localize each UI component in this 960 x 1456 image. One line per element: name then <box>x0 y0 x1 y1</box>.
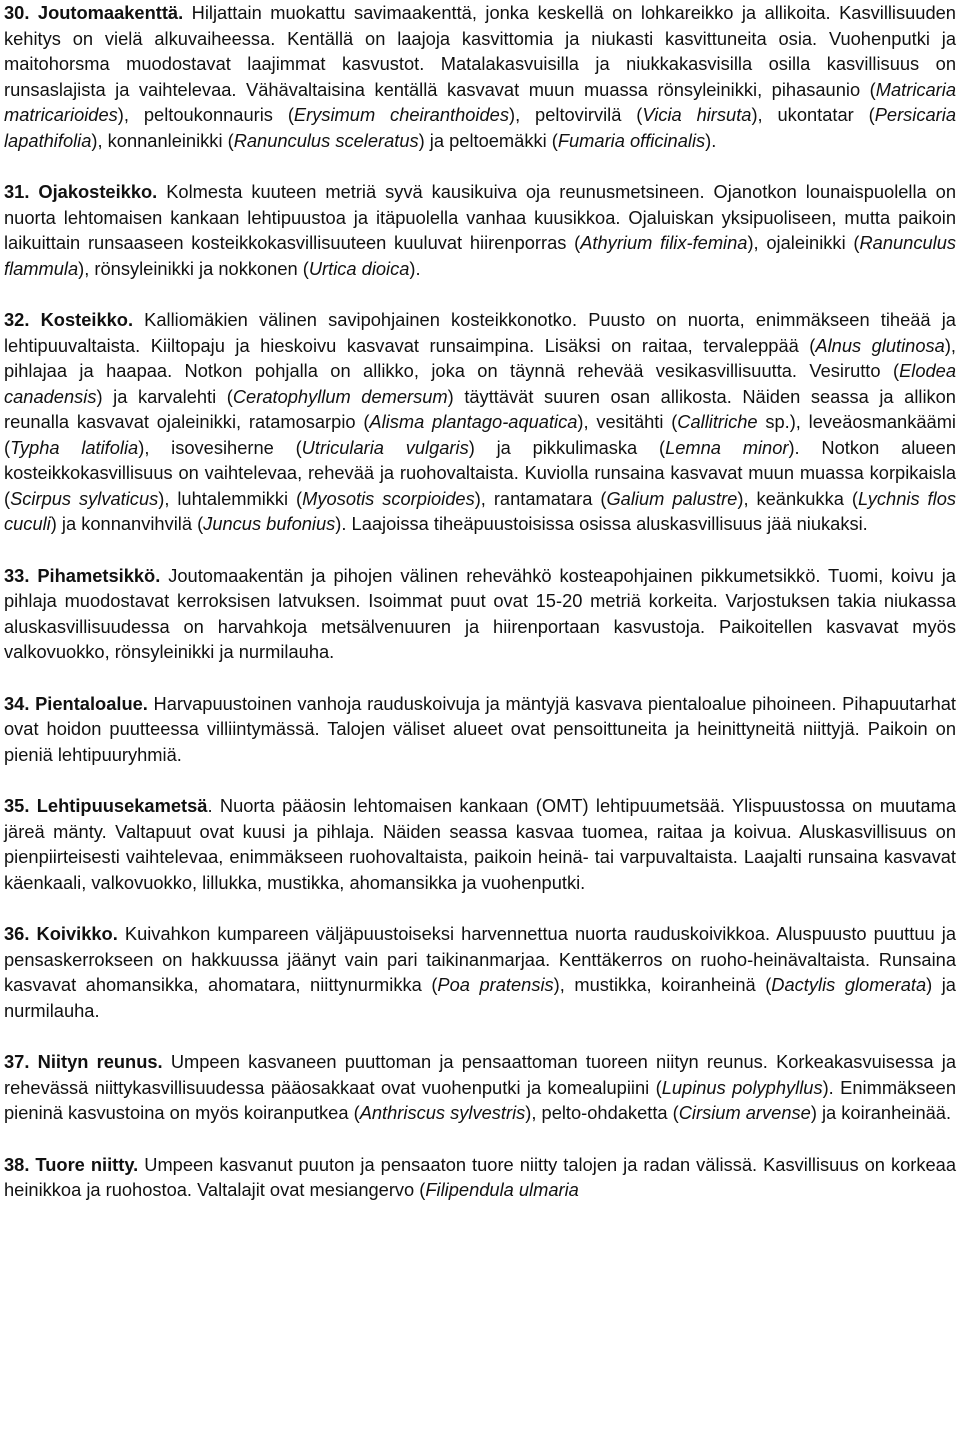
species-name: Juncus bufonius <box>203 513 336 534</box>
entry-text: Kuivahkon kumpareen väljäpuustoiseksi harvennettua nuorta rauduskoivikkoa. Aluspuusto puuttuu ja pensaskerrokseen on hakkuussa jäänyt vain pari taikinanmarjaa. Kenttäkerros on ruoho-heinävaltaista. Runsaina kasvavat ahomansikka, ahomatara, niittynurmikka ( <box>4 923 956 995</box>
species-name: Athyrium filix-femina <box>580 232 748 253</box>
species-name: Lychnis flos cuculi <box>4 487 956 534</box>
entry-title: Lehtipuusekametsä <box>36 795 208 816</box>
species-name: Cirsium arvense <box>678 1102 811 1123</box>
species-name: Persicaria lapathifolia <box>4 104 956 151</box>
species-name: Vicia hirsuta <box>642 104 752 125</box>
entry-number: 34. <box>4 692 30 714</box>
entry-number: 37. <box>4 1051 30 1072</box>
entry-title: Koivikko. <box>36 923 118 944</box>
entry-text: ). Enimmäkseen pieninä kasvustoina on myös koiranputkea ( <box>4 1076 957 1123</box>
entry-number: 32. <box>4 309 30 330</box>
entry-number: 36. <box>4 923 30 944</box>
list-item <box>4 0 956 153</box>
species-name: Callitriche <box>677 411 758 432</box>
entry-text: Harvapuustoinen vanhoja rauduskoivuja ja mäntyjä kasvava pientaloalue pihoineen. Pihapuutarhat ovat hoidon puutteessa villiintymässä. Talojen väliset alueet ovat pensoittuneita ja heinittyneitä niittyjä. Paikoin on pieniä lehtipuuryhmiä. <box>4 692 956 765</box>
entry-text: ). <box>409 257 421 279</box>
entry-number: 31. <box>4 181 30 202</box>
entry-text: ), pelto-ohdaketta ( <box>525 1102 679 1123</box>
species-name: Fumaria officinalis <box>557 129 706 151</box>
entry-text: Kalliomäkien välinen savipohjainen kosteikkonotko. Puusto on nuorta, enimmäkseen tiheää ja lehtipuuvaltaista. Kiiltopaju ja hieskoivu kasvavat runsaimpina. Lisäksi on raitaa, tervaleppää ( <box>4 309 956 356</box>
species-name: Dactylis glomerata <box>771 974 927 995</box>
entry-text: ) ja nurmilauha. <box>4 974 956 1021</box>
entry-text: ), pihlajaa ja haapaa. Notkon pohjalla on allikko, joka on täynnä rehevää vesikasvillisuutta. Vesirutto ( <box>4 334 956 381</box>
species-name: Alnus glutinosa <box>815 334 945 356</box>
species-name: Myosotis scorpioides <box>302 487 475 509</box>
entry-text: ) ja pikkulimaska ( <box>468 436 666 458</box>
entry-title: Pihametsikkö. <box>37 564 161 586</box>
entry-text: ), konnanleinikki ( <box>91 129 234 151</box>
entry-text: Hiljattain muokattu savimaakenttä, jonka keskellä on lohkareikko ja allikoita. Kasvillisuuden kehitys on vielä alkuvaiheessa. Kentällä on laajoja kasvittomia ja niukasti kasvittuneita osia. Vuohenputki ja maitohorsma muodostavat laajimmat kasvustot. Matalakasvuisilla ja niukkakasvisilla osilla kasvillisuus on runsaslajista ja vaihtelevaa. Vähävaltaisina kentällä kasvavat muun muassa rönsyleinikki, pihasaunio ( <box>4 2 956 100</box>
entry-title: Ojakosteikko. <box>38 181 158 202</box>
entry-text: Joutomaakentän ja pihojen välinen rehevähkö kosteapohjainen pikkumetsikkö. Tuomi, koivu ja pihlaja muodostavat kerroksisen latvuksen. Isoimmat puut ovat 15-20 metriä korkeita. Varjostuksen takia niukassa aluskasvillisuudessa on harvahkoja metsälvenuuren ja hiirenportaan kasvustoja. Paikoitellen kasvavat myös valkovuokko, rönsyleinikki ja nurmilauha. <box>4 564 956 662</box>
species-name: Poa pratensis <box>437 974 554 995</box>
species-name: Ranunculus sceleratus <box>233 129 419 151</box>
document-page <box>4 0 956 1229</box>
species-name: Matricaria matricarioides <box>4 78 956 125</box>
list-item <box>4 563 956 665</box>
entry-text: Kolmesta kuuteen metriä syvä kausikuiva oja reunusmetsineen. Ojanotkon lounaispuolella on nuorta lehtomaisen kankaan lehtipuustoa ja itäpuolella vanhaa kuusikkoa. Ojaluiskan yksipuoliseen, mutta paikoin laikuittain runsaaseen kosteikkokasvillisuuteen kuuluvat hiirenporras ( <box>4 181 956 253</box>
species-name: Alisma plantago-aquatica <box>369 411 578 432</box>
entry-number: 38. <box>4 1153 30 1175</box>
species-name: Lemna minor <box>665 436 789 458</box>
species-name: Urtica dioica <box>308 257 410 279</box>
entry-title: Niityn reunus. <box>37 1051 163 1072</box>
entry-text: ) ja konnanvihvilä ( <box>50 513 204 534</box>
species-name: Anthriscus sylvestris <box>359 1102 526 1123</box>
entry-text: ), mustikka, koiranheinä ( <box>553 974 772 995</box>
species-name: Typha latifolia <box>10 436 139 458</box>
entry-text: sp.), leveäosmankäämi ( <box>4 411 956 458</box>
species-name: Ceratophyllum demersum <box>232 385 448 407</box>
entry-text: . Nuorta pääosin lehtomaisen kankaan (OMT) lehtipuumetsää. Ylispuustossa on muutama järeä mänty. Valtapuut ovat kuusi ja pihlaja. Näiden seassa kasvaa tuomea, raitaa ja koivua. Aluskasvillisuus on pienpiirteisesti vaihtelevaa, enimmäkseen ruohovaltaista, paikoin heinä- tai varpuvaltaista. Laajalti runsaina kasvavat käenkaali, valkovuokko, lillukka, mustikka, ahomansikka ja vuohenputki. <box>4 795 956 893</box>
list-item <box>4 691 956 768</box>
list-item <box>4 1049 956 1126</box>
species-name: Filipendula ulmaria <box>425 1179 579 1200</box>
entry-text: ) ja koiranheinää. <box>810 1102 952 1123</box>
entry-text: ). <box>705 129 717 151</box>
species-name: Ranunculus flammula <box>4 232 957 279</box>
entry-list <box>4 0 956 1203</box>
entry-text: ), peltovirvilä ( <box>508 104 643 125</box>
list-item <box>4 1152 956 1203</box>
entry-text: ), ukontatar ( <box>751 104 875 125</box>
entry-text: ). Notkon alueen kosteikkokasvillisuus on vaihtelevaa, rehevää ja ruohovaltaista. Kuviolla runsaina kasvavat muun muassa korpikaisla ( <box>4 436 956 509</box>
list-item <box>4 921 956 1023</box>
species-name: Utricularia vulgaris <box>301 436 469 458</box>
entry-title: Tuore niitty. <box>35 1153 139 1175</box>
entry-text: ), peltoukonnauris ( <box>117 104 294 125</box>
entry-text: ). Laajoissa tiheäpuustoisissa osissa aluskasvillisuus jää niukaksi. <box>335 513 868 534</box>
list-item <box>4 307 956 537</box>
species-name: Scirpus sylvaticus <box>10 487 159 509</box>
entry-text: ) täyttävät suuren osan allikosta. Näiden seassa ja allikon reunalla kasvavat ojaleinikki, ratamosarpio ( <box>4 385 956 432</box>
species-name: Elodea canadensis <box>4 360 956 407</box>
entry-text: ), rantamatara ( <box>474 487 607 509</box>
entry-text: ), luhtalemmikki ( <box>158 487 303 509</box>
species-name: Lupinus polyphyllus <box>661 1076 823 1098</box>
entry-title: Kosteikko. <box>40 309 134 330</box>
entry-text: ) ja peltoemäkki ( <box>418 129 558 151</box>
entry-number: 35. <box>4 795 30 816</box>
list-item <box>4 179 956 281</box>
entry-text: ) ja karvalehti ( <box>96 385 233 407</box>
entry-text: ), rönsyleinikki ja nokkonen ( <box>78 257 309 279</box>
entry-title: Joutomaakenttä. <box>37 2 184 23</box>
list-item <box>4 793 956 895</box>
species-name: Galium palustre <box>606 487 738 509</box>
entry-number: 30. <box>4 2 30 23</box>
entry-text: Umpeen kasvanut puuton ja pensaaton tuore niitty talojen ja radan välissä. Kasvillisuus on korkeaa heinikkoa ja ruohostoa. Valtalajit ovat mesiangervo ( <box>4 1153 956 1200</box>
entry-text: ), keänkukka ( <box>737 487 858 509</box>
entry-text: ), vesitähti ( <box>577 411 678 432</box>
entry-text: ), ojaleinikki ( <box>747 232 860 253</box>
entry-number: 33. <box>4 564 30 586</box>
species-name: Erysimum cheiranthoides <box>293 104 509 125</box>
entry-text: ), isovesiherne ( <box>138 436 302 458</box>
entry-title: Pientaloalue. <box>35 692 148 714</box>
entry-text: Umpeen kasvaneen puuttoman ja pensaattoman tuoreen niityn reunus. Korkeakasvuisessa ja rehevässä niittykasvillisuudessa pääosakkaat ovat vuohenputki ja komealupiini ( <box>4 1051 956 1098</box>
